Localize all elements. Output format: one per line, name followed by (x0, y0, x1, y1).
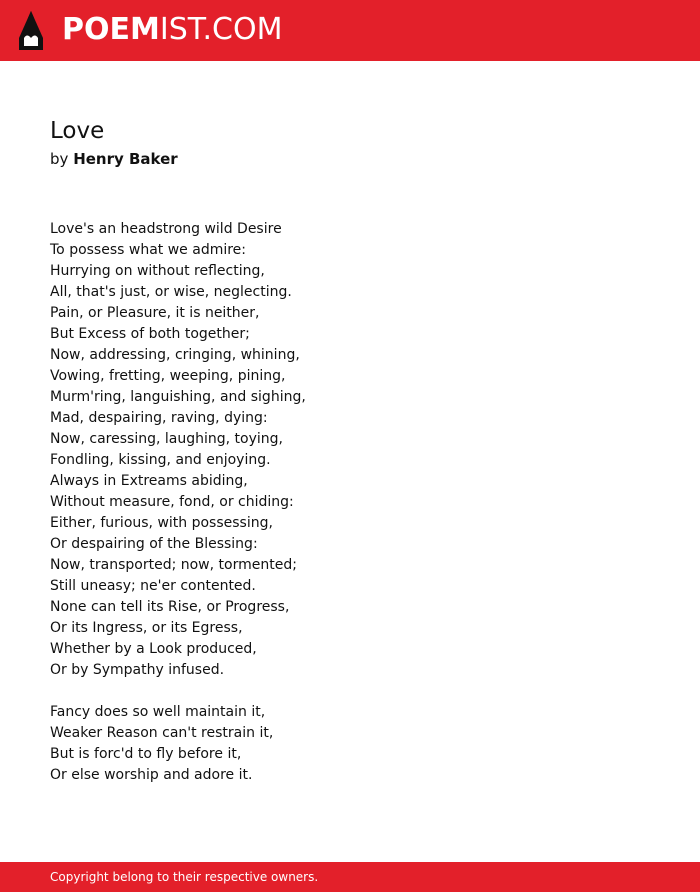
poem-line: But is forc'd to fly before it, (50, 746, 242, 762)
poem-line: Mad, despairing, raving, dying: (50, 410, 268, 426)
poem-line: Either, furious, with possessing, (50, 515, 273, 531)
logo-bold-text: POEM (62, 12, 160, 47)
poem-byline (50, 148, 178, 170)
poem-line: Whether by a Look produced, (50, 641, 257, 657)
poem-line: To possess what we admire: (50, 242, 247, 258)
site-header (0, 0, 700, 61)
poem-line: But Excess of both together; (50, 326, 250, 342)
stanza-2 (50, 702, 273, 786)
poem-line: Now, addressing, cringing, whining, (50, 347, 300, 363)
poem-line: Or despairing of the Blessing: (50, 536, 258, 552)
poem-line: Hurrying on without reflecting, (50, 263, 265, 279)
poem-line: Fancy does so well maintain it, (50, 704, 266, 720)
copyright-notice: Copyright belong to their respective owners. (50, 870, 319, 884)
poem-line: Or its Ingress, or its Egress, (50, 620, 243, 636)
poem-line: Love's an headstrong wild Desire (50, 221, 282, 237)
poem-line: Weaker Reason can't restrain it, (50, 725, 274, 741)
poem-title: Love (50, 118, 105, 144)
poem-line: Or by Sympathy infused. (50, 662, 225, 678)
pencil-tip-icon[interactable] (18, 10, 44, 51)
poem-line: Pain, or Pleasure, it is neither, (50, 305, 260, 321)
site-logo[interactable] (62, 13, 282, 47)
poem-line: Without measure, fond, or chiding: (50, 494, 294, 510)
poem-line: Murm'ring, languishing, and sighing, (50, 389, 306, 405)
poem-line: Now, caressing, laughing, toying, (50, 431, 283, 447)
poem-line: Or else worship and adore it. (50, 767, 253, 783)
poem-line: Still uneasy; ne'er contented. (50, 578, 256, 594)
by-label: by (50, 150, 69, 168)
poem-line: Vowing, fretting, weeping, pining, (50, 368, 286, 384)
stanza-1 (50, 219, 306, 681)
poem-line: All, that's just, or wise, neglecting. (50, 284, 292, 300)
poem-line: Fondling, kissing, and enjoying. (50, 452, 271, 468)
logo-light-text: IST.COM (159, 12, 283, 47)
author-name[interactable]: Henry Baker (73, 150, 178, 168)
poem-line: Now, transported; now, tormented; (50, 557, 297, 573)
poem-line: Always in Extreams abiding, (50, 473, 248, 489)
site-footer (0, 862, 700, 892)
poem-line: None can tell its Rise, or Progress, (50, 599, 290, 615)
